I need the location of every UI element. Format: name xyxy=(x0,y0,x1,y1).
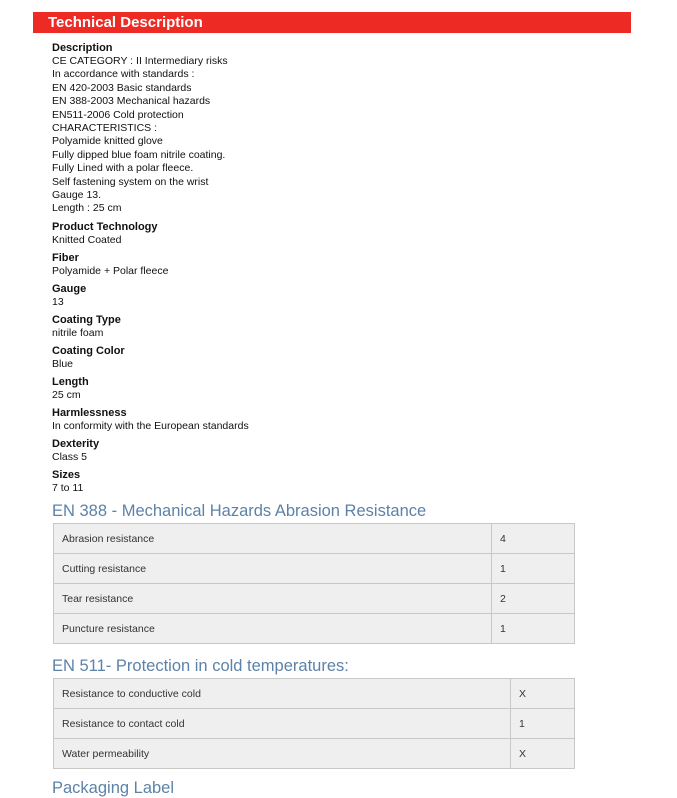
attribute-length xyxy=(52,375,612,402)
row-label: Puncture resistance xyxy=(54,614,492,644)
row-label: Abrasion resistance xyxy=(54,524,492,554)
attribute-label: Harmlessness xyxy=(52,406,127,419)
attribute-coating-color xyxy=(52,344,612,371)
description-line: EN 420-2003 Basic standards xyxy=(52,81,192,94)
attribute-label: Dexterity xyxy=(52,437,100,450)
table-row xyxy=(54,709,575,739)
row-label: Cutting resistance xyxy=(54,554,492,584)
attribute-label: Product Technology xyxy=(52,220,158,233)
description-line: EN 388-2003 Mechanical hazards xyxy=(52,95,211,108)
description-line: Gauge 13. xyxy=(52,189,102,202)
description-line: In accordance with standards : xyxy=(52,68,195,81)
table-row xyxy=(54,554,575,584)
section-title: Technical Description xyxy=(48,14,203,31)
attribute-value: Knitted Coated xyxy=(52,233,122,246)
section-header-banner xyxy=(33,12,631,33)
technical-description xyxy=(52,40,612,495)
attribute-value: In conformity with the European standards xyxy=(52,419,249,432)
table-row xyxy=(54,679,575,709)
table-row xyxy=(54,584,575,614)
row-value: 4 xyxy=(492,524,575,554)
description-line: CE CATEGORY : II Intermediary risks xyxy=(52,55,228,67)
attribute-label: Gauge xyxy=(52,282,87,295)
description-line: Fully dipped blue foam nitrile coating. xyxy=(52,148,226,161)
description-line: Fully Lined with a polar fleece. xyxy=(52,162,194,175)
description-label: Description xyxy=(52,42,113,54)
attribute-label: Coating Color xyxy=(52,344,125,357)
attribute-label: Fiber xyxy=(52,251,79,264)
en511-heading: EN 511- Protection in cold temperatures: xyxy=(52,657,349,675)
description-line: Polyamide knitted glove xyxy=(52,135,163,148)
description-line: Self fastening system on the wrist xyxy=(52,175,209,188)
attribute-dexterity xyxy=(52,437,612,464)
row-label: Resistance to conductive cold xyxy=(54,679,511,709)
attribute-gauge xyxy=(52,282,612,309)
attribute-sizes xyxy=(52,468,612,495)
description-line: EN511-2006 Cold protection xyxy=(52,108,184,121)
row-value: X xyxy=(511,739,575,769)
table-row xyxy=(54,614,575,644)
attribute-label: Coating Type xyxy=(52,313,121,326)
packaging-label-heading: Packaging Label xyxy=(52,779,175,797)
attribute-value: 7 to 11 xyxy=(52,481,84,494)
row-label: Water permeability xyxy=(54,739,511,769)
row-value: 1 xyxy=(511,709,575,739)
row-value: 2 xyxy=(492,584,575,614)
attribute-coating-type xyxy=(52,313,612,340)
attribute-value: Polyamide + Polar fleece xyxy=(52,264,169,277)
row-value: 1 xyxy=(492,554,575,584)
attribute-product-technology xyxy=(52,220,612,247)
attribute-harmlessness xyxy=(52,406,612,433)
row-value: X xyxy=(511,679,575,709)
table-row xyxy=(54,524,575,554)
attribute-value: Class 5 xyxy=(52,450,88,463)
table-row xyxy=(54,739,575,769)
row-label: Tear resistance xyxy=(54,584,492,614)
en511-table xyxy=(53,678,575,769)
en388-heading: EN 388 - Mechanical Hazards Abrasion Resistance xyxy=(52,502,427,520)
attribute-label: Sizes xyxy=(52,468,81,481)
attribute-value: 13 xyxy=(52,295,64,308)
attribute-fiber xyxy=(52,251,612,278)
row-value: 1 xyxy=(492,614,575,644)
attribute-value: nitrile foam xyxy=(52,326,104,339)
description-line: Length : 25 cm xyxy=(52,202,122,215)
row-label: Resistance to contact cold xyxy=(54,709,511,739)
attribute-value: Blue xyxy=(52,357,74,370)
attribute-value: 25 cm xyxy=(52,388,81,401)
attribute-label: Length xyxy=(52,375,89,388)
en388-table xyxy=(53,523,575,644)
description-line: CHARACTERISTICS : xyxy=(52,122,158,135)
description-text xyxy=(52,55,612,216)
